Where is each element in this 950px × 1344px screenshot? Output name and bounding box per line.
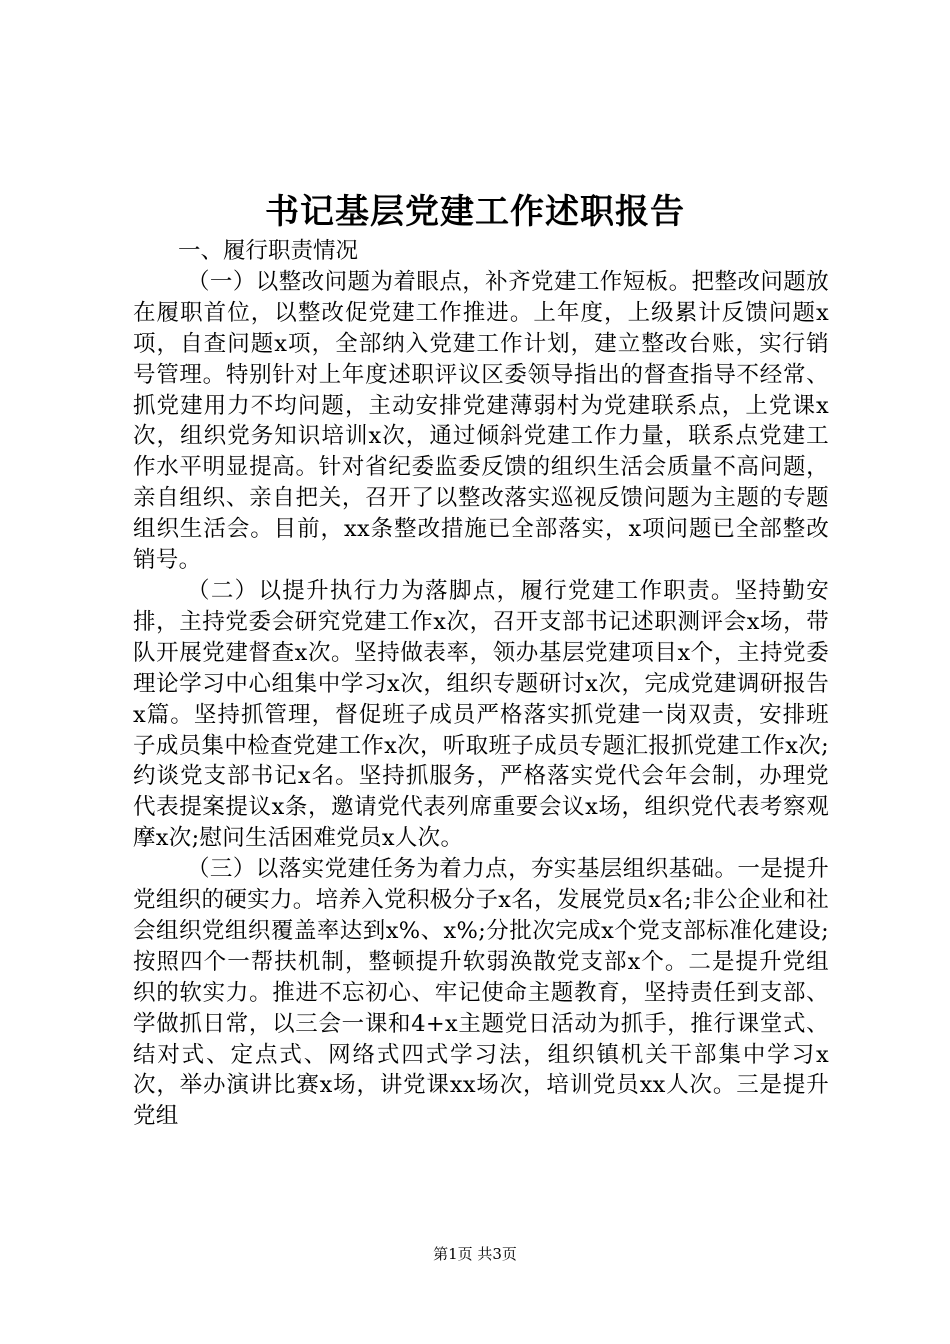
paragraph-1: （一）以整改问题为着眼点，补齐党建工作短板。把整改问题放在履职首位，以整改促党建工作推进。上年度，上级累计反馈问题x项，自查问题x项，全部纳入党建工作计划，建立整改台账，实行销号管理。特别针对上年度述职评议区委领导指出的督查指导不经常、抓党建用力不均问题，主动安排党建薄弱村为党建联系点，上党课x次，组织党务知识培训x次，通过倾斜党建工作力量，联系点党建工作水平明显提高。针对省纪委监委反馈的组织生活会质量不高问题，亲自组织、亲自把关，召开了以整改落实巡视反馈问题为主题的专题组织生活会。目前，xx条整改措施已全部落实，x项问题已全部整改销号。 bbox=[133, 268, 829, 574]
document-title: 书记基层党建工作述职报告 bbox=[265, 192, 685, 232]
paragraph-2: （二）以提升执行力为落脚点，履行党建工作职责。坚持勤安排，主持党委会研究党建工作x次，召开支部书记述职测评会x场，带队开展党建督查x次。坚持做表率，领办基层党建项目x个，主持党委理论学习中心组集中学习x次，组织专题研讨x次，完成党建调研报告x篇。坚持抓管理，督促班子成员严格落实抓党建一岗双责，安排班子成员集中检查党建工作x次，听取班子成员专题汇报抓党建工作x次;约谈党支部书记x名。坚持抓服务，严格落实党代会年会制，办理党代表提案提议x条，邀请党代表列席重要会议x场，组织党代表考察观摩x次;慰问生活困难党员x人次。 bbox=[133, 577, 829, 852]
document-body bbox=[133, 236, 829, 1132]
section-heading: 一、履行职责情况 bbox=[178, 238, 359, 264]
paragraph-3: （三）以落实党建任务为着力点，夯实基层组织基础。一是提升党组织的硬实力。培养入党积极分子x名，发展党员x名;非公企业和社会组织党组织覆盖率达到x%、x%;分批次完成x个党支部标准化建设;按照四个一帮扶机制，整顿提升软弱涣散党支部x个。二是提升党组织的软实力。推进不忘初心、牢记使命主题教育，坚持责任到支部、学做抓日常，以三会一课和4+x主题党日活动为抓手，推行课堂式、结对式、定点式、网络式四式学习法，组织镇机关干部集中学习x次，举办演讲比赛x场，讲党课xx场次，培训党员xx人次。三是提升党组 bbox=[133, 856, 829, 1130]
page-number-footer: 第1页 共3页 bbox=[433, 1245, 517, 1263]
